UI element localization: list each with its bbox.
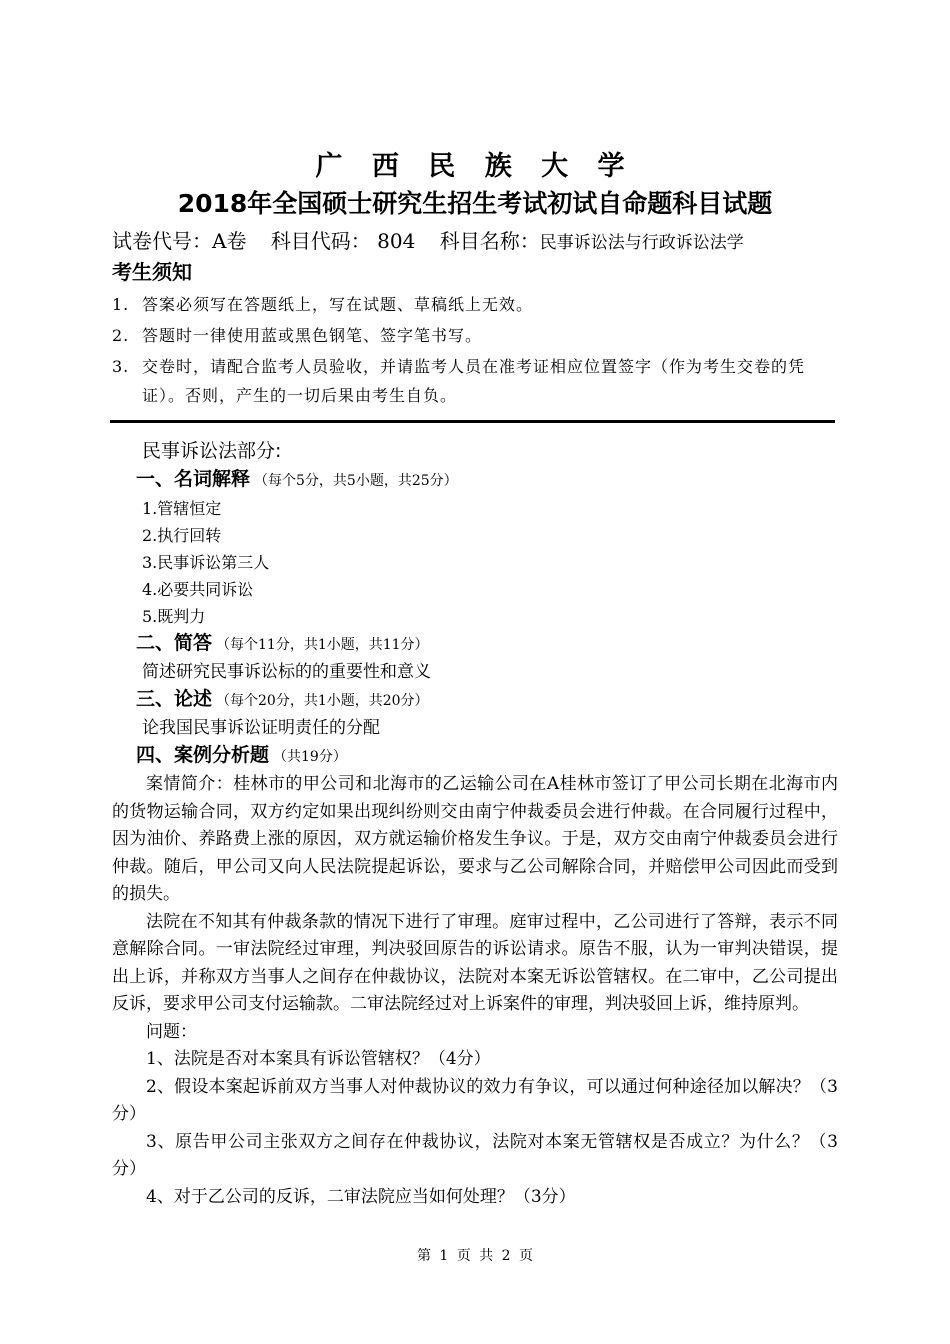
- term-item: 4.必要共同诉讼: [142, 580, 254, 599]
- question-2-score-note: （每个11分，共1小题，共11分）: [216, 637, 429, 653]
- question-4-score-note: （共19分）: [273, 749, 347, 765]
- term-item: 1.管辖恒定: [142, 499, 222, 518]
- subject-name: 民事诉讼法与行政诉讼法学: [539, 233, 744, 253]
- question-1-score-note: （每个5分，共5小题，共25分）: [254, 473, 458, 489]
- notice-item-number: 3.: [112, 357, 130, 376]
- subject-name-label: 科目名称：: [439, 229, 540, 253]
- notice-item: [112, 352, 840, 410]
- notice-item-text: 交卷时，请配合监考人员验收，并请监考人员在准考证相应位置签字（作为考生交卷的凭证）。否则，产生的一切后果由考生自负。: [142, 357, 806, 405]
- notice-item-text: 答案必须写在答题纸上，写在试题、草稿纸上无效。: [142, 295, 534, 314]
- questions-label: 问题：: [146, 1021, 197, 1042]
- exam-meta-row: [112, 226, 852, 258]
- notice-item: [112, 290, 840, 319]
- case-question: 3、原告甲公司主张双方之间存在仲裁协议，法院对本案无管辖权是否成立？为什么？（3分）: [112, 1131, 838, 1179]
- subject-code: 科目代码： 804: [270, 229, 416, 253]
- question-4-title: 四、案例分析题: [136, 744, 270, 766]
- paper-code: 试卷代号：A卷: [112, 229, 247, 253]
- page-number: 第 1 页 共 2 页: [416, 1248, 534, 1264]
- question-3-title: 三、论述: [136, 688, 213, 710]
- question-4-heading: [136, 742, 838, 771]
- question-2-heading: [136, 630, 838, 659]
- case-paragraph-2: 法院在不知其有仲裁条款的情况下进行了审理。庭审过程中，乙公司进行了答辩，表示不同意解除合同。一审法院经过审理，判决驳回原告的诉讼请求。原告不服，认为一审判决错误，提出上诉，并称双方当事人之间存在仲裁协议，法院对本案无诉讼管辖权。在二审中，乙公司提出反诉，要求甲公司支付运输款。二审法院经过对上诉案件的审理，判决驳回上诉，维持原判。: [112, 911, 838, 1014]
- term-item: 3.民事诉讼第三人: [142, 553, 270, 572]
- question-3-score-note: （每个20分，共1小题，共20分）: [216, 693, 429, 709]
- question-3-text: 论我国民事诉讼证明责任的分配: [142, 718, 380, 738]
- notice-item: [112, 321, 840, 350]
- question-3-heading: [136, 686, 838, 715]
- notice-item-number: 1.: [112, 295, 130, 314]
- notice-item-text: 答题时一律使用蓝或黑色钢笔、签字笔书写。: [142, 326, 483, 345]
- notice-item-number: 2.: [112, 326, 130, 345]
- term-item: 5.既判力: [142, 607, 206, 626]
- case-question: 1、法院是否对本案具有诉讼管辖权？（4分）: [146, 1049, 491, 1069]
- case-question: 4、对于乙公司的反诉，二审法院应当如何处理？（3分）: [146, 1186, 576, 1207]
- university-name: 广 西 民 族 大 学: [315, 151, 635, 182]
- case-paragraph-1: 案情简介：桂林市的甲公司和北海市的乙运输公司在A桂林市签订了甲公司长期在北海市内的货物运输合同，双方约定如果出现纠纷则交由南宁仲裁委员会进行仲裁。在合同履行过程中，因为油价、养路费上涨的原因，双方就运输价格发生争议。于是，双方交由南宁仲裁委员会进行仲裁。随后，甲公司又向人民法院提起诉讼，要求与乙公司解除合同，并赔偿甲公司因此而受到的损失。: [112, 774, 838, 904]
- term-item: 2.执行回转: [142, 526, 222, 545]
- notice-title: 考生须知: [112, 260, 192, 284]
- exam-title: 2018年全国硕士研究生招生考试初试自命题科目试题: [177, 189, 773, 218]
- question-1-heading: [136, 466, 838, 495]
- exam-content: [112, 436, 838, 1211]
- question-2-text: 简述研究民事诉讼标的的重要性和意义: [142, 662, 431, 682]
- case-question: 2、假设本案起诉前双方当事人对仲裁协议的效力有争议，可以通过何种途径加以解决？（3分）: [112, 1076, 838, 1124]
- notice-list: [112, 290, 840, 412]
- horizontal-divider: [110, 420, 835, 423]
- section-title: 民事诉讼法部分:: [142, 440, 282, 462]
- question-2-title: 二、简答: [136, 632, 213, 654]
- question-1-title: 一、名词解释: [136, 468, 251, 490]
